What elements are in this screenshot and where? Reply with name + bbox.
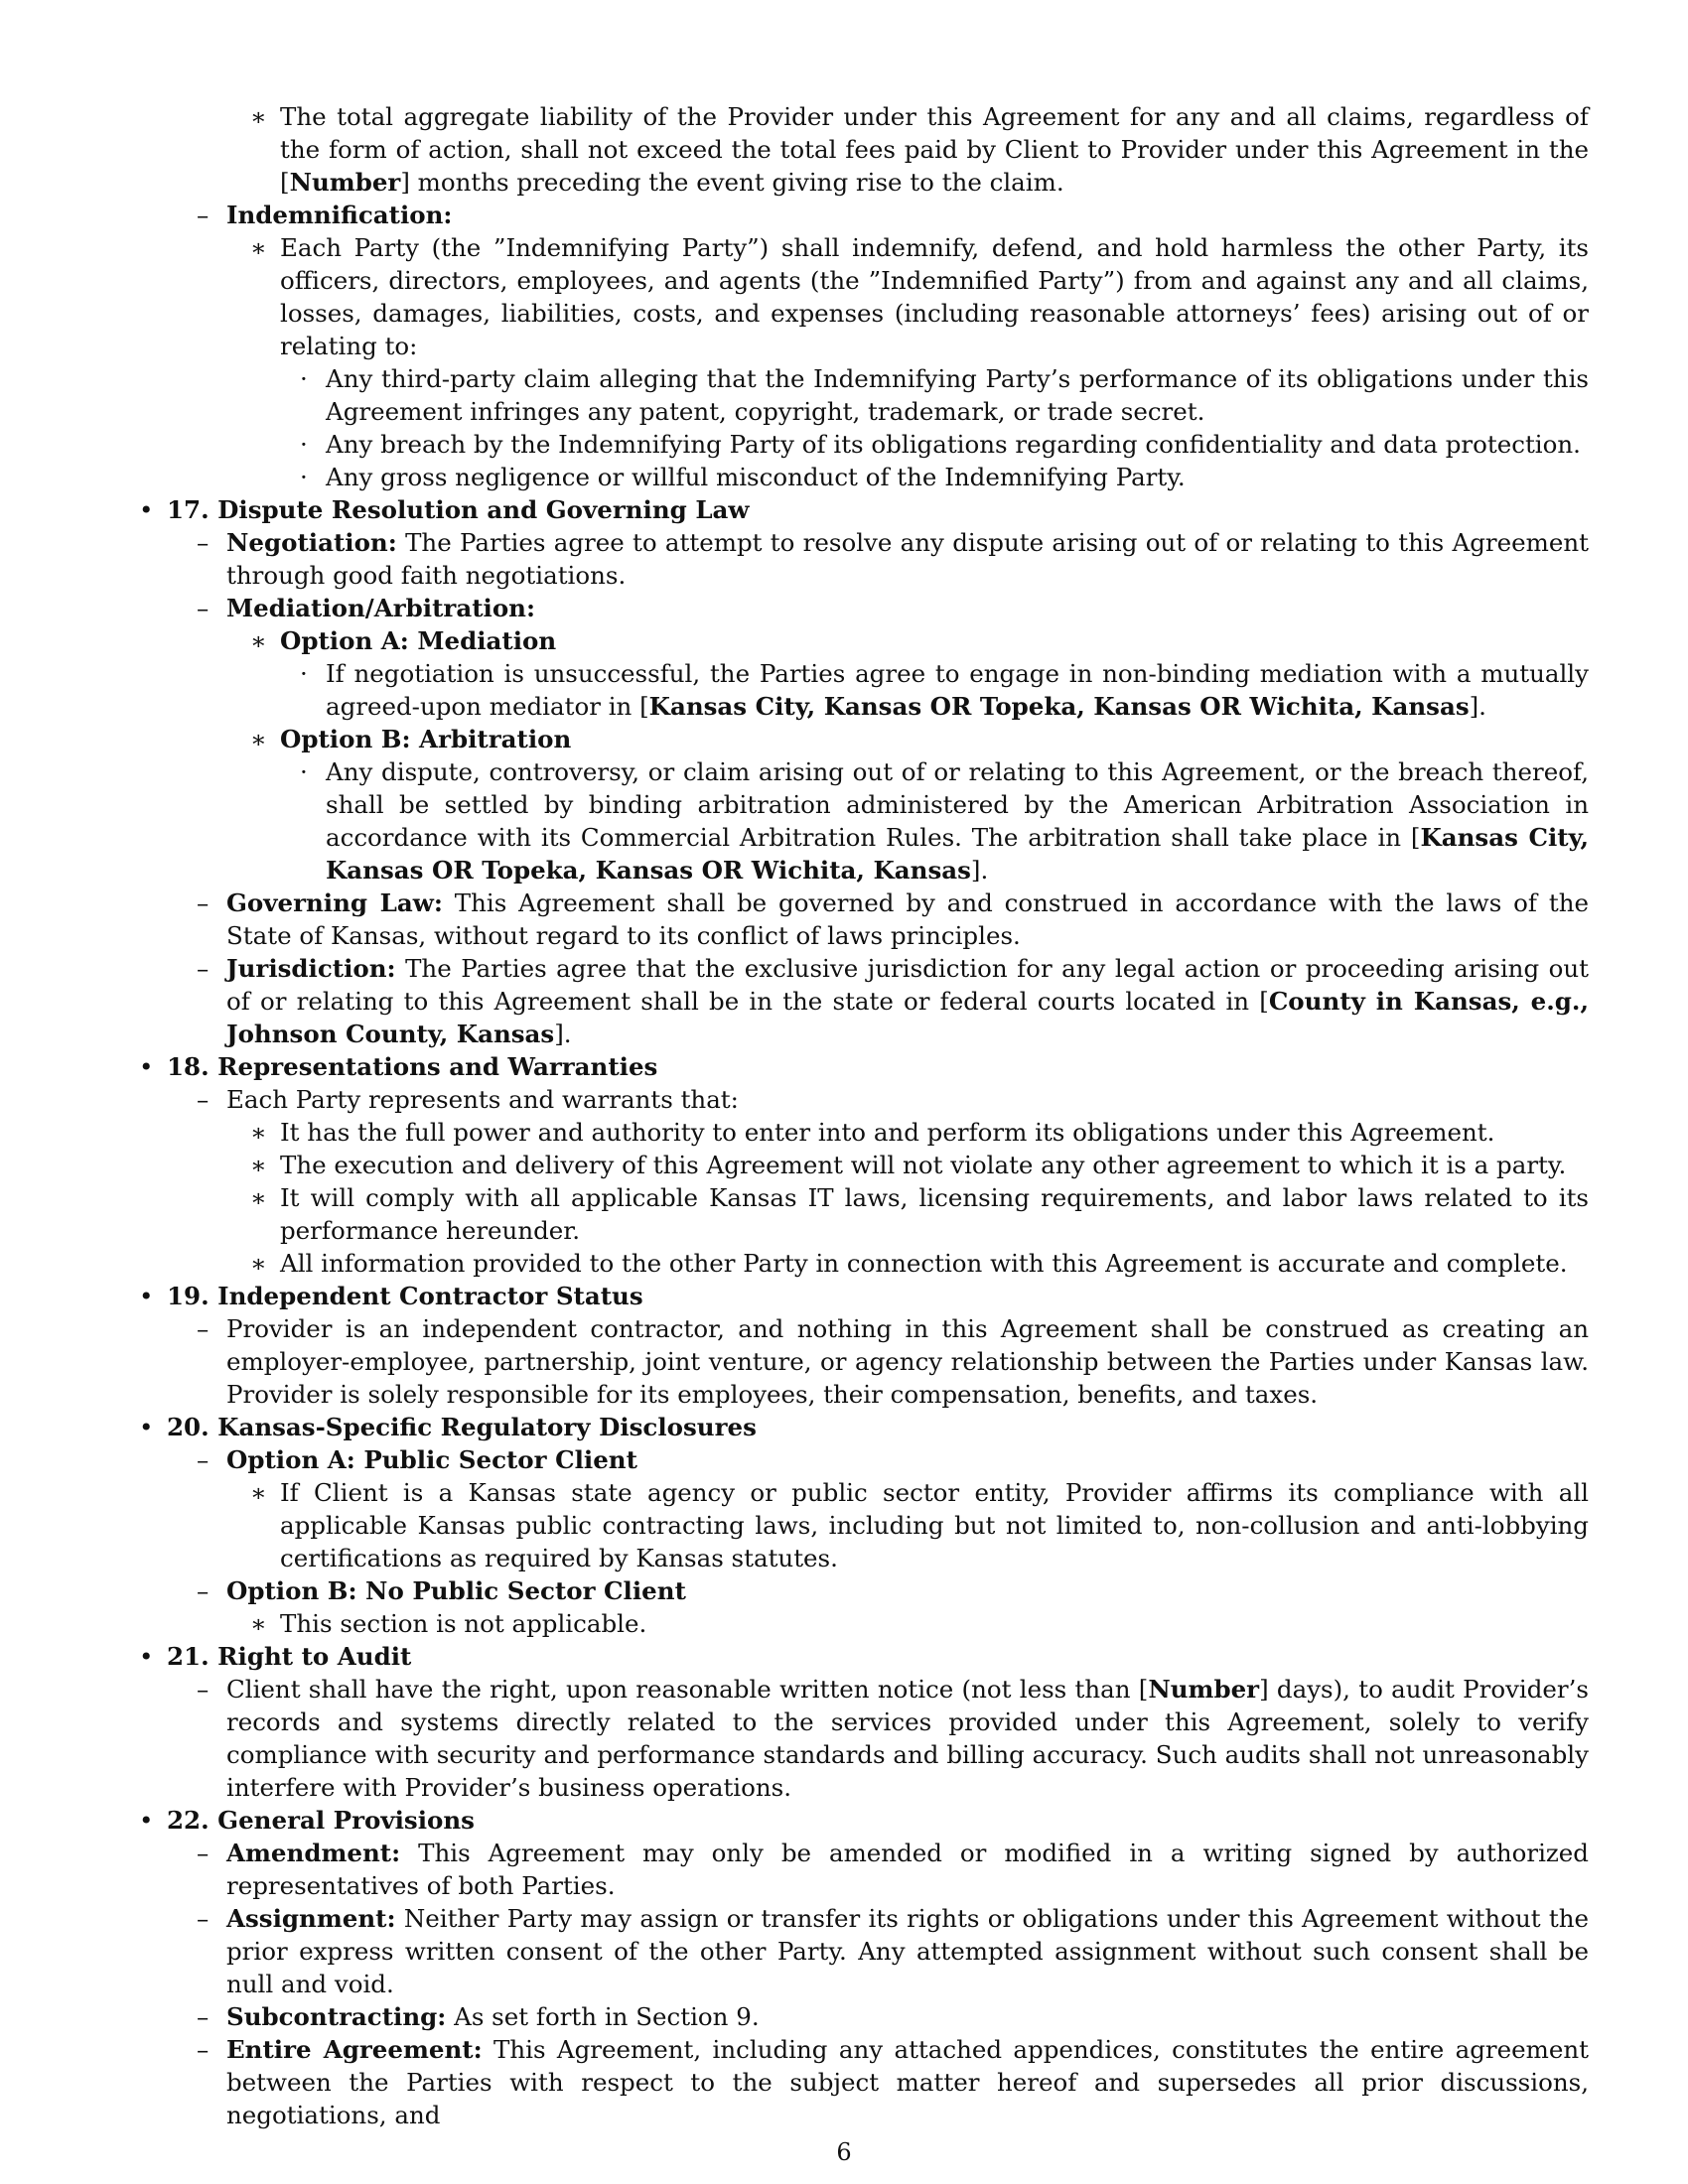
liability-cap-item <box>139 100 1589 199</box>
negotiation-label: Negotiation: <box>226 528 397 557</box>
asterisk-bullet-icon: ∗ <box>250 1478 267 1507</box>
asterisk-bullet-icon: ∗ <box>250 1183 267 1212</box>
dot-bullet-icon: · <box>300 757 308 786</box>
warranty-item <box>139 1247 1589 1280</box>
right-to-audit-item <box>139 1673 1589 1804</box>
governing-law-item <box>139 887 1589 952</box>
subcontracting-label: Subcontracting: <box>226 2002 447 2031</box>
public-sector-option-a-detail <box>139 1476 1589 1574</box>
indemnification-heading: Indemnification: <box>226 201 453 229</box>
section-20-heading: 20. Kansas-Specific Regulatory Disclosures <box>167 1413 757 1441</box>
round-bullet-icon: • <box>139 1282 154 1310</box>
asterisk-bullet-icon: ∗ <box>250 1609 267 1638</box>
section-22-heading-item <box>139 1804 1589 1837</box>
section-19-heading-item <box>139 1280 1589 1312</box>
public-sector-option-b-label: Option B: No Public Sector Client <box>226 1576 686 1605</box>
option-a-mediation-detail <box>139 657 1589 723</box>
dash-bullet-icon: – <box>197 2035 210 2064</box>
arbitration-location-placeholder: Kansas City, Kansas OR Topeka, Kansas OR Wichita, Kansas <box>326 823 1589 885</box>
independent-contractor-item <box>139 1312 1589 1411</box>
indemnification-subitem-text: Any breach by the Indemnifying Party of its obligations regarding confidentiality and data protection. <box>326 430 1581 459</box>
warranties-intro: Each Party represents and warrants that: <box>226 1085 739 1114</box>
option-a-mediation-item <box>139 624 1589 657</box>
asterisk-bullet-icon: ∗ <box>250 1151 267 1179</box>
jurisdiction-county-placeholder: County in Kansas, e.g., Johnson County, Kansas <box>226 987 1589 1048</box>
jurisdiction-label: Jurisdiction: <box>226 954 396 983</box>
section-20-heading-item <box>139 1411 1589 1443</box>
independent-contractor-text: Provider is an independent contractor, and nothing in this Agreement shall be construed as creating an employer-employee, partnership, joint venture, or agency relationship between the Parties under Kansas law. Provider is solely responsible for its employees, their compensation, benefits, and taxes. <box>226 1314 1589 1409</box>
asterisk-bullet-icon: ∗ <box>250 102 267 131</box>
section-17-heading-item <box>139 493 1589 526</box>
subcontracting-text: As set forth in Section 9. <box>446 2002 760 2031</box>
section-18-heading-item <box>139 1050 1589 1083</box>
audit-text-a: Client shall have the right, upon reasonable written notice (not less than [ <box>226 1675 1149 1704</box>
round-bullet-icon: • <box>139 1642 154 1671</box>
public-sector-option-a-text: If Client is a Kansas state agency or public sector entity, Provider affirms its compliance with all applicable Kansas public contracting laws, including but not limited to, non-collusion and anti-lobbying certifications as required by Kansas statutes. <box>280 1478 1589 1572</box>
asterisk-bullet-icon: ∗ <box>250 1249 267 1278</box>
arbitration-text-b: ]. <box>970 856 989 885</box>
jurisdiction-text-a: The Parties agree that the exclusive jurisdiction for any legal action or proceeding arising out of or relating to this Agreement shall be in the state or federal courts located in [ <box>226 954 1589 1016</box>
governing-law-text: This Agreement shall be governed by and construed in accordance with the laws of the State of Kansas, without regard to its conflict of laws principles. <box>226 888 1589 950</box>
section-21-heading-item <box>139 1640 1589 1673</box>
mediation-text-a: If negotiation is unsuccessful, the Parties agree to engage in non-binding mediation with a mutually agreed-upon mediator in [ <box>326 659 1589 721</box>
public-sector-option-b-detail <box>139 1607 1589 1640</box>
asterisk-bullet-icon: ∗ <box>250 1118 267 1147</box>
asterisk-bullet-icon: ∗ <box>250 725 267 753</box>
arbitration-text-a: Any dispute, controversy, or claim arising out of or relating to this Agreement, or the breach thereof, shall be settled by binding arbitration administered by the American Arbitration Association in accordance with its Commercial Arbitration Rules. The arbitration shall take place in [ <box>326 757 1589 852</box>
indemnification-subitem <box>139 461 1589 493</box>
subcontracting-item <box>139 2000 1589 2033</box>
dash-bullet-icon: – <box>197 954 210 983</box>
dash-bullet-icon: – <box>197 1445 210 1474</box>
liability-cap-placeholder: Number <box>289 168 401 197</box>
dot-bullet-icon: · <box>300 463 308 491</box>
dash-bullet-icon: – <box>197 594 210 622</box>
option-a-mediation-label: Option A: Mediation <box>280 626 557 655</box>
entire-agreement-label: Entire Agreement: <box>226 2035 483 2064</box>
public-sector-option-a-item <box>139 1443 1589 1476</box>
dash-bullet-icon: – <box>197 1576 210 1605</box>
public-sector-option-b-item <box>139 1574 1589 1607</box>
indemnification-subitem <box>139 428 1589 461</box>
amendment-text: This Agreement may only be amended or modified in a writing signed by authorized representatives of both Parties. <box>226 1839 1589 1900</box>
round-bullet-icon: • <box>139 495 154 524</box>
assignment-item <box>139 1902 1589 2000</box>
section-22-heading: 22. General Provisions <box>167 1806 475 1835</box>
liability-cap-text-a: The total aggregate liability of the Provider under this Agreement for any and all claims, regardless of the form of action, shall not exceed the total fees paid by Client to Provider under this Agreement in the [ <box>280 102 1589 197</box>
round-bullet-icon: • <box>139 1806 154 1835</box>
option-b-arbitration-item <box>139 723 1589 755</box>
warranty-item <box>139 1116 1589 1149</box>
warranty-text: All information provided to the other Party in connection with this Agreement is accurate and complete. <box>280 1249 1568 1278</box>
dash-bullet-icon: – <box>197 2002 210 2031</box>
assignment-label: Assignment: <box>226 1904 396 1933</box>
section-19-heading: 19. Independent Contractor Status <box>167 1282 643 1310</box>
asterisk-bullet-icon: ∗ <box>250 626 267 655</box>
dot-bullet-icon: · <box>300 430 308 459</box>
section-17-heading: 17. Dispute Resolution and Governing Law <box>167 495 750 524</box>
option-b-arbitration-detail <box>139 755 1589 887</box>
indemnification-subitem <box>139 362 1589 428</box>
dot-bullet-icon: · <box>300 364 308 393</box>
mediation-location-placeholder: Kansas City, Kansas OR Topeka, Kansas OR Wichita, Kansas <box>648 692 1470 721</box>
dash-bullet-icon: – <box>197 1904 210 1933</box>
entire-agreement-text: This Agreement, including any attached appendices, constitutes the entire agreement between the Parties with respect to the subject matter hereof and supersedes all prior discussions, negotiations, and <box>226 2035 1589 2129</box>
asterisk-bullet-icon: ∗ <box>250 233 267 262</box>
dash-bullet-icon: – <box>197 1085 210 1114</box>
jurisdiction-item <box>139 952 1589 1050</box>
warranty-text: It will comply with all applicable Kansas IT laws, licensing requirements, and labor laws related to its performance hereunder. <box>280 1183 1589 1245</box>
page-number: 6 <box>836 2138 852 2166</box>
jurisdiction-text-b: ]. <box>554 1020 572 1048</box>
indemnification-subitem-text: Any third-party claim alleging that the Indemnifying Party’s performance of its obligations under this Agreement infringes any patent, copyright, trademark, or trade secret. <box>326 364 1589 426</box>
indemnification-text: Each Party (the ”Indemnifying Party”) shall indemnify, defend, and hold harmless the other Party, its officers, directors, employees, and agents (the ”Indemnified Party”) from and against any and all claims, losses, damages, liabilities, costs, and expenses (including reasonable attorneys’ fees) arising out of or relating to: <box>280 233 1589 360</box>
negotiation-item <box>139 526 1589 592</box>
mediation-arbitration-item <box>139 592 1589 624</box>
audit-days-placeholder: Number <box>1148 1675 1260 1704</box>
mediation-arbitration-label: Mediation/Arbitration: <box>226 594 536 622</box>
amendment-item <box>139 1837 1589 1902</box>
dash-bullet-icon: – <box>197 201 210 229</box>
dash-bullet-icon: – <box>197 1675 210 1704</box>
warranty-item <box>139 1149 1589 1181</box>
dash-bullet-icon: – <box>197 1839 210 1867</box>
section-21-heading: 21. Right to Audit <box>167 1642 412 1671</box>
indemnification-item <box>139 231 1589 362</box>
document-body <box>139 100 1589 2131</box>
amendment-label: Amendment: <box>226 1839 401 1867</box>
mediation-text-b: ]. <box>1469 692 1486 721</box>
assignment-text: Neither Party may assign or transfer its rights or obligations under this Agreement without the prior express written consent of the other Party. Any attempted assignment without such consent shall be null and void. <box>226 1904 1589 1998</box>
negotiation-text: The Parties agree to attempt to resolve any dispute arising out of or relating to this Agreement through good faith negotiations. <box>226 528 1589 590</box>
public-sector-option-b-text: This section is not applicable. <box>280 1609 647 1638</box>
dash-bullet-icon: – <box>197 1314 210 1343</box>
warranty-text: It has the full power and authority to enter into and perform its obligations under this Agreement. <box>280 1118 1495 1147</box>
warranties-intro-item <box>139 1083 1589 1116</box>
dash-bullet-icon: – <box>197 528 210 557</box>
warranty-item <box>139 1181 1589 1247</box>
indemnification-subitem-text: Any gross negligence or willful misconduct of the Indemnifying Party. <box>326 463 1186 491</box>
liability-cap-text-b: ] months preceding the event giving rise to the claim. <box>400 168 1064 197</box>
warranty-text: The execution and delivery of this Agreement will not violate any other agreement to which it is a party. <box>280 1151 1567 1179</box>
indemnification-heading-item <box>139 199 1589 231</box>
public-sector-option-a-label: Option A: Public Sector Client <box>226 1445 637 1474</box>
section-18-heading: 18. Representations and Warranties <box>167 1052 658 1081</box>
round-bullet-icon: • <box>139 1052 154 1081</box>
entire-agreement-item <box>139 2033 1589 2131</box>
option-b-arbitration-label: Option B: Arbitration <box>280 725 572 753</box>
dot-bullet-icon: · <box>300 659 308 688</box>
governing-law-label: Governing Law: <box>226 888 443 917</box>
dash-bullet-icon: – <box>197 888 210 917</box>
round-bullet-icon: • <box>139 1413 154 1441</box>
audit-text-b: ] days), to audit Provider’s records and systems directly related to the services provided under this Agreement, solely to verify compliance with security and performance standards and billing accuracy. Such audits shall not unreasonably interfere with Provider’s business operations. <box>226 1675 1589 1802</box>
